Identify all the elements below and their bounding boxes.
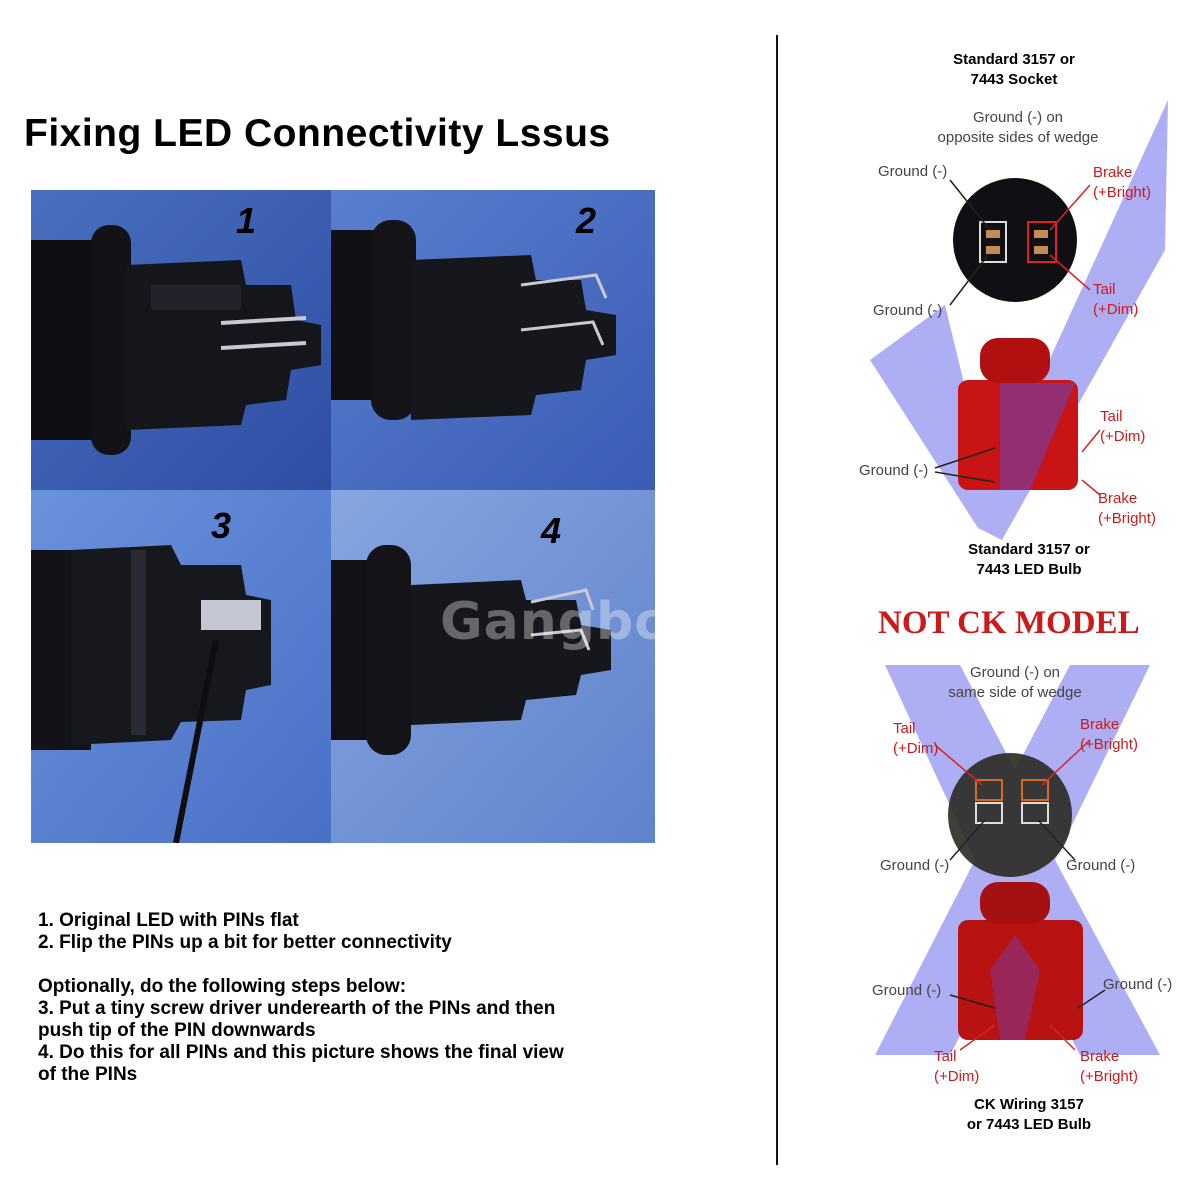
instruction-line: 2. Flip the PINs up a bit for better connectivity bbox=[38, 932, 452, 953]
instruction-line: of the PINs bbox=[38, 1064, 138, 1085]
step-number: 1 bbox=[236, 200, 257, 241]
photo-step-1 bbox=[31, 190, 331, 490]
photo-grid bbox=[31, 190, 655, 843]
brake-label: Brake (+Bright) bbox=[1080, 716, 1138, 753]
ground-label: Ground (-) bbox=[1103, 976, 1173, 993]
bulb-caption: Standard 3157 or 7443 LED Bulb bbox=[968, 541, 1090, 578]
instruction-line: 3. Put a tiny screw driver underearth of the PINs and then bbox=[38, 998, 556, 1019]
brake-label: Brake (+Bright) bbox=[1093, 164, 1151, 201]
ground-label: Ground (-) bbox=[880, 857, 950, 874]
instruction-line: 4. Do this for all PINs and this picture shows the final view bbox=[38, 1042, 564, 1063]
page-title: Fixing LED Connectivity Lssus bbox=[24, 112, 611, 155]
vertical-divider bbox=[776, 35, 778, 1165]
watermark: Gangbon bbox=[440, 592, 709, 652]
bulb-photo-image bbox=[331, 490, 655, 843]
photo-step-4 bbox=[331, 490, 655, 843]
step-number: 4 bbox=[541, 510, 562, 551]
bulb-photo-image bbox=[31, 490, 331, 843]
not-ck-heading: NOT CK MODEL bbox=[878, 605, 1140, 641]
socket-title: Standard 3157 or 7443 Socket bbox=[953, 51, 1075, 88]
instruction-line: Optionally, do the following steps below: bbox=[38, 976, 407, 997]
instructions bbox=[38, 910, 678, 1086]
instruction-line: push tip of the PIN downwards bbox=[38, 1020, 316, 1041]
step-number: 2 bbox=[576, 200, 597, 241]
bulb-photo-image bbox=[31, 190, 331, 490]
photo-step-3 bbox=[31, 490, 331, 843]
socket-note: Ground (-) on opposite sides of wedge bbox=[937, 109, 1099, 146]
ground-label: Ground (-) bbox=[878, 163, 948, 180]
brake-label: Brake (+Bright) bbox=[1080, 1048, 1138, 1085]
step-number: 3 bbox=[211, 505, 232, 546]
ground-label: Ground (-) bbox=[1066, 857, 1136, 874]
ck-socket-note: Ground (-) on same side of wedge bbox=[948, 664, 1082, 701]
tail-label: Tail (+Dim) bbox=[934, 1048, 980, 1085]
wiring-diagram-graphics bbox=[850, 90, 1190, 1100]
tail-label: Tail (+Dim) bbox=[1100, 408, 1146, 445]
instruction-line: 1. Original LED with PINs flat bbox=[38, 910, 299, 931]
tail-label: Tail (+Dim) bbox=[1093, 281, 1139, 318]
ground-label: Ground (-) bbox=[859, 462, 929, 479]
socket-image bbox=[953, 178, 1077, 302]
ck-bulb-caption: CK Wiring 3157 or 7443 LED Bulb bbox=[966, 1096, 1092, 1133]
ground-label: Ground (-) bbox=[873, 302, 943, 319]
bulb-photo-image bbox=[331, 190, 655, 490]
tail-label: Tail (+Dim) bbox=[893, 720, 939, 757]
ground-label: Ground (-) bbox=[872, 982, 942, 999]
brake-label: Brake (+Bright) bbox=[1098, 490, 1156, 527]
photo-step-2 bbox=[331, 190, 655, 490]
